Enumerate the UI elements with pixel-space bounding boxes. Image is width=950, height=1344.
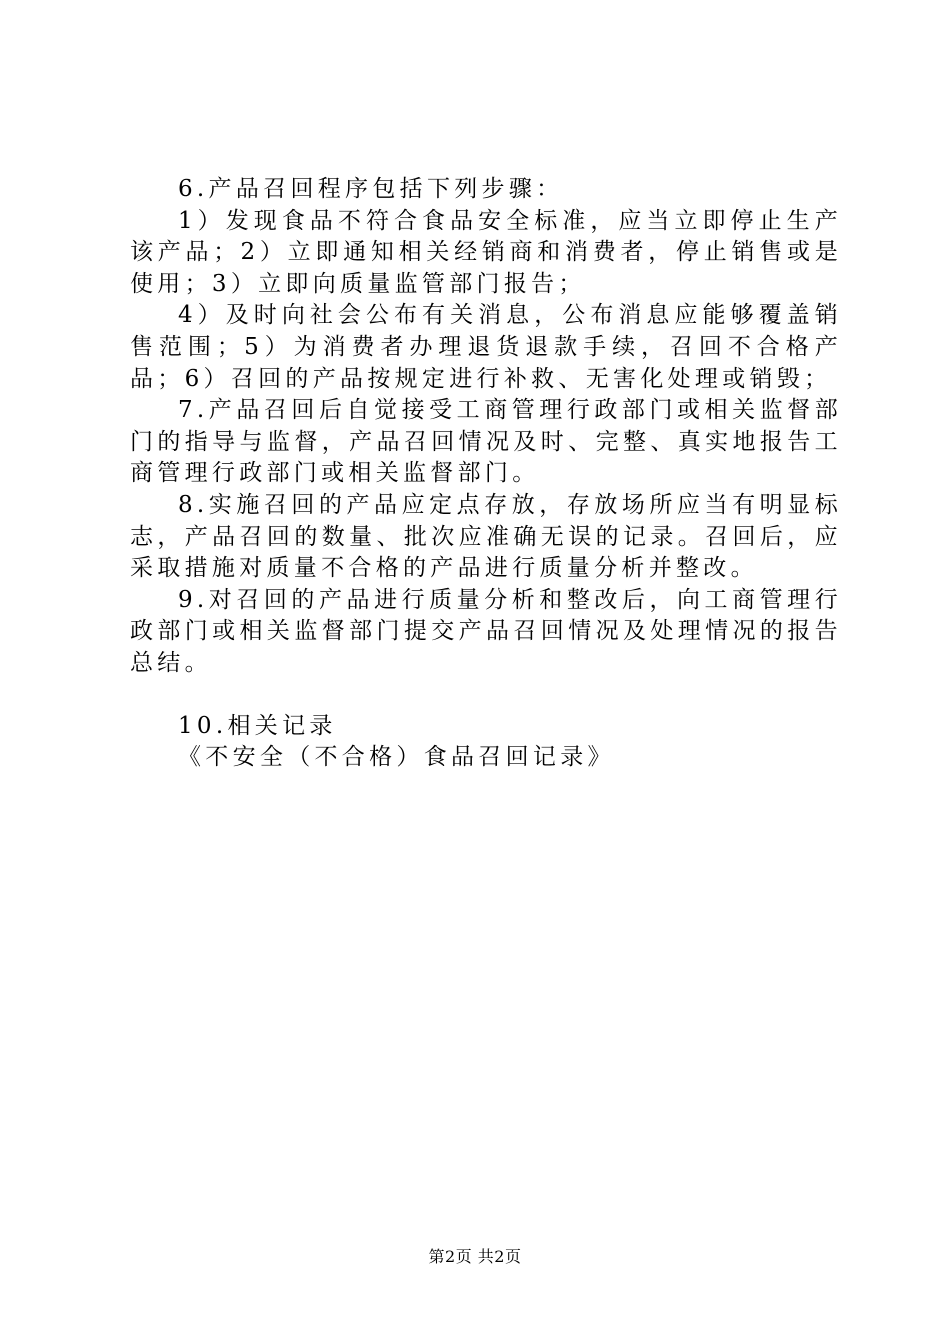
paragraph-steps-4-6: 4）及时向社会公布有关消息，公布消息应能够覆盖销售范围；5）为消费者办理退货退款手续，召回不合格产品；6）召回的产品按规定进行补救、无害化处理或销毁； xyxy=(130,302,842,392)
records-heading: 10.相关记录 xyxy=(178,712,337,739)
records-item: 《不安全（不合格）食品召回记录》 xyxy=(178,744,615,771)
paragraph-steps-1-3: 1）发现食品不符合食品安全标准，应当立即停止生产该产品；2）立即通知相关经销商和消费者，停止销售或是使用；3）立即向质量监管部门报告； xyxy=(130,207,842,297)
paragraph-step-8: 8.实施召回的产品应定点存放，存放场所应当有明显标志，产品召回的数量、批次应准确无误的记录。召回后，应采取措施对质量不合格的产品进行质量分析并整改。 xyxy=(130,491,842,582)
paragraph-step-9: 9.对召回的产品进行质量分析和整改后，向工商管理行政部门或相关监督部门提交产品召回情况及处理情况的报告总结。 xyxy=(130,586,842,676)
paragraph-spacer xyxy=(130,680,842,711)
paragraph-step-7: 7.产品召回后自觉接受工商管理行政部门或相关监督部门的指导与监督，产品召回情况及时、完整、真实地报告工商管理行政部门或相关监督部门。 xyxy=(130,397,842,487)
document-body xyxy=(130,174,842,774)
paragraph-step-6: 6.产品召回程序包括下列步骤： xyxy=(178,176,564,202)
page-footer: 第2页 共2页 xyxy=(428,1247,522,1266)
